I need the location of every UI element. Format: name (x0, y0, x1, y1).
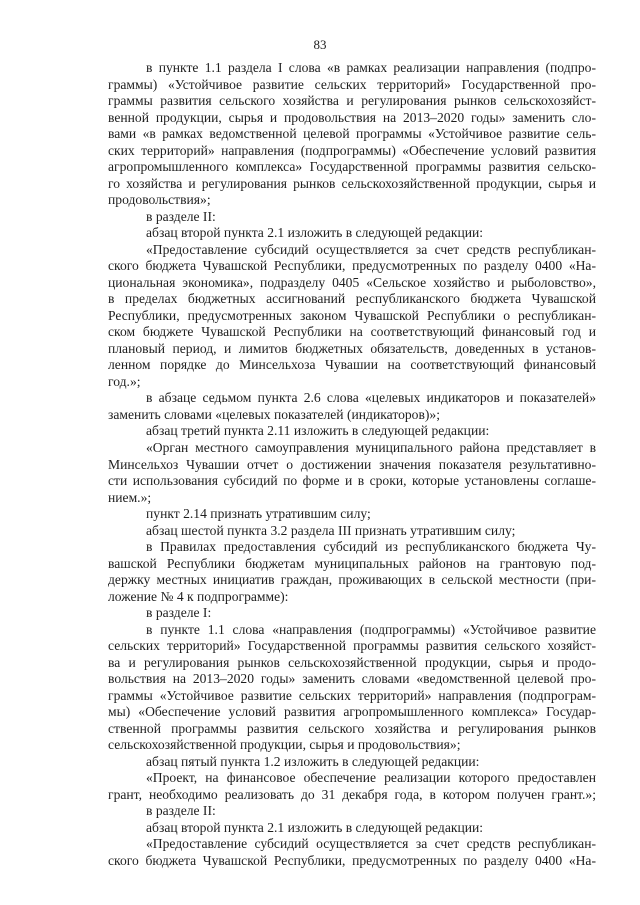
text-line: вашской Республики бюджетам муниципальных районов на грантовую под- (108, 555, 596, 571)
text-line: в пункте 1.1 слова «направления (подпрограммы) «Устойчивое развитие (146, 621, 596, 637)
text-line: абзац второй пункта 2.1 изложить в следующей редакции: (146, 819, 484, 835)
text-line: продовольствия»; (108, 192, 211, 208)
text-line: держку местных инициатив граждан, проживающих в сельской местности (при- (108, 572, 596, 588)
text-line: заменить словами «целевых показателей (индикаторов)»; (108, 406, 440, 422)
text-line: абзац третий пункта 2.11 изложить в следующей редакции: (146, 423, 490, 439)
text-line: «Проект, на финансовое обеспечение реализации которого предоставлен (146, 770, 596, 786)
text-line: «Орган местного самоуправления муниципального района представляет в (146, 440, 596, 455)
text-line: сти использования субсидий по форме и в сроки, которые установлены соглаше- (108, 473, 596, 488)
text-line: сельскохозяйственной продукции, сырья и продовольствия»; (108, 737, 461, 753)
text-line: в абзаце седьмом пункта 2.6 слова «целевых индикаторов и показателей» (146, 390, 596, 406)
text-line: абзац пятый пункта 1.2 изложить в следующей редакции: (146, 753, 480, 769)
text-line: циональная экономика», подразделу 0405 «Сельское хозяйство и рыболовство», (108, 274, 597, 290)
text-line: венной продукции, сырья и продовольствия на 2013–2020 годы» заменить сло- (108, 109, 596, 125)
text-line: в разделе II: (146, 803, 216, 819)
text-line: «Предоставление субсидий осуществляется за счет средств республикан- (146, 241, 596, 257)
text-line: пункт 2.14 признать утратившим силу; (146, 506, 371, 521)
text-line: в разделе I: (146, 605, 212, 621)
text-line: ских территорий» направления (подпрограммы) «Обеспечение условий развития (108, 142, 596, 158)
text-line: нием.»; (108, 489, 152, 505)
text-line: ского бюджета Чувашской Республики, предусмотренных по разделу 0400 «На- (108, 258, 596, 274)
text-line: агропромышленного комплекса» Государственной программы развития сельско- (108, 159, 596, 175)
text-line: «Предоставление субсидий осуществляется за счет средств республикан- (146, 836, 596, 852)
text-line: граммы) «Устойчивое развитие сельских территорий» Государственной про- (108, 76, 596, 92)
text-line: Минсельхоз Чувашии отчет о достижении значения показателя результативно- (108, 456, 596, 472)
text-line: мы) «Обеспечение условий развития агропромышленного комплекса» Государ- (108, 704, 596, 720)
text-line: ва и регулирования рынков сельскохозяйственной продукции, сырья и продо- (108, 654, 596, 670)
text-line: ственной программы развития сельского хозяйства и регулирования рынков (108, 720, 596, 736)
text-line: ложение № 4 к подпрограмме): (108, 588, 289, 604)
text-line: граммы развития сельского хозяйства и регулирования рынков сельскохозяйст- (108, 93, 596, 108)
text-line: ского бюджета Чувашской Республики, предусмотренных по разделу 0400 «На- (108, 853, 596, 868)
page-number: 83 (313, 37, 327, 52)
text-line: го хозяйства и регулирования рынков сельскохозяйственной продукции, сырья и (108, 175, 596, 191)
text-line: в пределах бюджетных ассигнований республиканского бюджета Чувашской (108, 291, 596, 307)
text-line: абзац шестой пункта 3.2 раздела III признать утратившим силу; (146, 522, 516, 538)
text-line: сельских территорий» Государственной программы развития сельского хозяйст- (108, 638, 596, 654)
text-line: вами «в рамках ведомственной целевой программы «Устойчивое развитие сель- (108, 126, 596, 142)
text-line: Республики, предусмотренных законом Чувашской Республики о республикан- (108, 307, 596, 323)
text-line: ском бюджете Чувашской Республики на соответствующий финансовый год и (108, 324, 596, 340)
text-line: вольствия на 2013–2020 годы» заменить словами «ведомственной целевой про- (108, 671, 596, 687)
text-line: год.»; (108, 373, 141, 389)
text-line: ленном порядке до Минсельхоза Чувашии на соответствующий финансовый (108, 357, 596, 373)
text-line: граммы «Устойчивое развитие сельских территорий» направления (подпрограм- (108, 687, 596, 703)
text-line: в пункте 1.1 раздела I слова «в рамках реализации направления (подпро- (146, 60, 596, 75)
text-line: плановый период, и лимитов бюджетных обязательств, доведенных в установ- (108, 340, 596, 356)
text-line: в разделе II: (146, 208, 216, 224)
text-line: грант, необходимо реализовать до 31 декабря года, в котором получен грант.»; (108, 786, 596, 802)
text-line: в Правилах предоставления субсидий из республиканского бюджета Чу- (146, 539, 596, 555)
text-line: абзац второй пункта 2.1 изложить в следующей редакции: (146, 225, 484, 241)
